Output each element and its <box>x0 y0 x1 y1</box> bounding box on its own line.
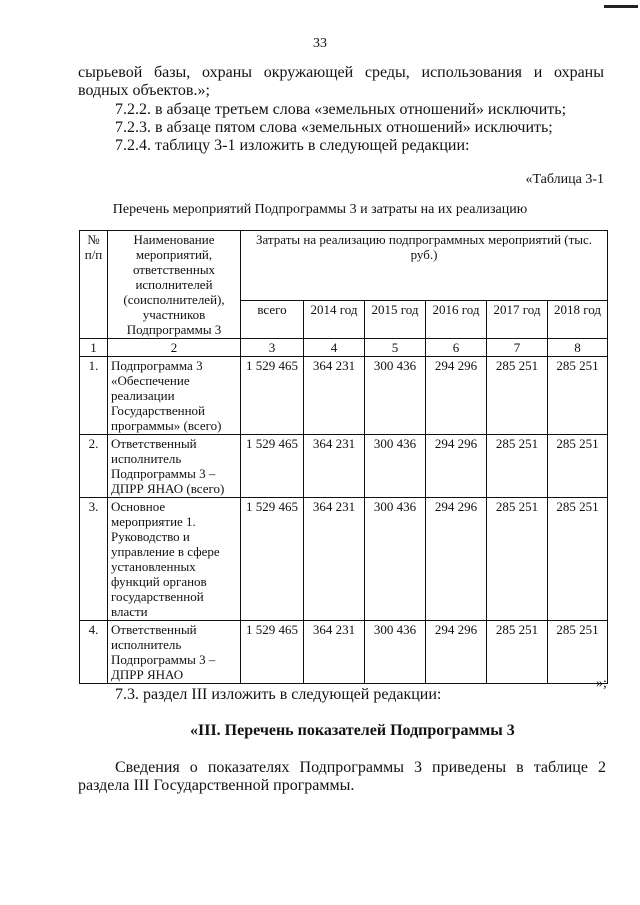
table-row <box>80 357 608 435</box>
section-title: «III. Перечень показателей Подпрограммы 3 <box>190 722 515 739</box>
page-number: 33 <box>313 36 327 51</box>
row-2014: 364 231 <box>304 357 365 435</box>
scan-corner-mark <box>604 5 638 8</box>
index-cell: 7 <box>487 339 548 357</box>
index-cell: 6 <box>426 339 487 357</box>
paragraph-7-2-4: 7.2.4. таблицу 3-1 изложить в следующей редакции: <box>115 137 470 154</box>
row-2015: 300 436 <box>365 357 426 435</box>
table-label: «Таблица 3-1 <box>525 172 604 187</box>
row-2017: 285 251 <box>487 621 548 684</box>
table-header-row <box>80 231 608 301</box>
row-name: Ответственный исполнитель Подпрограммы 3 – ДПРР ЯНАО (всего) <box>108 435 241 498</box>
row-2016: 294 296 <box>426 435 487 498</box>
row-total: 1 529 465 <box>241 435 304 498</box>
table-index-row <box>80 339 608 357</box>
paragraph-7-2-2: 7.2.2. в абзаце третьем слова «земельных отношений» исключить; <box>115 101 567 118</box>
row-2014: 364 231 <box>304 435 365 498</box>
row-name: Ответственный исполнитель Подпрограммы 3 – ДПРР ЯНАО <box>108 621 241 684</box>
section-body: Сведения о показателях Подпрограммы 3 приведены в таблице 2 раздела III Государственной программы. <box>78 759 606 794</box>
paragraph-7-2-3: 7.2.3. в абзаце пятом слова «земельных отношений» исключить; <box>115 119 553 136</box>
header-name: Наименование мероприятий, ответственных исполнителей (соисполнителей), участников Подпрограммы 3 <box>108 231 241 339</box>
row-2016: 294 296 <box>426 357 487 435</box>
row-2016: 294 296 <box>426 498 487 621</box>
row-total: 1 529 465 <box>241 357 304 435</box>
index-cell: 3 <box>241 339 304 357</box>
index-cell: 4 <box>304 339 365 357</box>
row-name: Подпрограмма 3 «Обеспечение реализации Государственной программы» (всего) <box>108 357 241 435</box>
row-2018: 285 251 <box>548 357 608 435</box>
header-2014: 2014 год <box>304 300 365 338</box>
closing-quote: »; <box>596 676 607 691</box>
header-total: всего <box>241 300 304 338</box>
row-total: 1 529 465 <box>241 498 304 621</box>
index-cell: 5 <box>365 339 426 357</box>
row-2017: 285 251 <box>487 498 548 621</box>
paragraph-continuation: сырьевой базы, охраны окружающей среды, использования и охраны водных объектов.»; <box>78 64 604 99</box>
row-2015: 300 436 <box>365 498 426 621</box>
row-2014: 364 231 <box>304 621 365 684</box>
row-num: 1. <box>80 357 108 435</box>
row-name: Основное мероприятие 1. Руководство и управление в сфере установленных функций органов государственной власти <box>108 498 241 621</box>
header-2017: 2017 год <box>487 300 548 338</box>
index-cell: 1 <box>80 339 108 357</box>
table-row <box>80 498 608 621</box>
row-2015: 300 436 <box>365 435 426 498</box>
row-2018: 285 251 <box>548 621 608 684</box>
costs-table <box>79 230 608 684</box>
row-2014: 364 231 <box>304 498 365 621</box>
header-costs-group: Затраты на реализацию подпрограммных мероприятий (тыс. руб.) <box>241 231 608 301</box>
table-caption: Перечень мероприятий Подпрограммы 3 и затраты на их реализацию <box>112 202 528 217</box>
row-2018: 285 251 <box>548 435 608 498</box>
index-cell: 8 <box>548 339 608 357</box>
row-total: 1 529 465 <box>241 621 304 684</box>
header-2018: 2018 год <box>548 300 608 338</box>
index-cell: 2 <box>108 339 241 357</box>
row-2017: 285 251 <box>487 435 548 498</box>
table-row <box>80 435 608 498</box>
header-2016: 2016 год <box>426 300 487 338</box>
header-num: № п/п <box>80 231 108 339</box>
row-2016: 294 296 <box>426 621 487 684</box>
row-num: 3. <box>80 498 108 621</box>
row-2017: 285 251 <box>487 357 548 435</box>
table-row <box>80 621 608 684</box>
row-2018: 285 251 <box>548 498 608 621</box>
row-num: 2. <box>80 435 108 498</box>
header-2015: 2015 год <box>365 300 426 338</box>
row-num: 4. <box>80 621 108 684</box>
row-2015: 300 436 <box>365 621 426 684</box>
paragraph-7-3: 7.3. раздел III изложить в следующей редакции: <box>115 686 442 703</box>
